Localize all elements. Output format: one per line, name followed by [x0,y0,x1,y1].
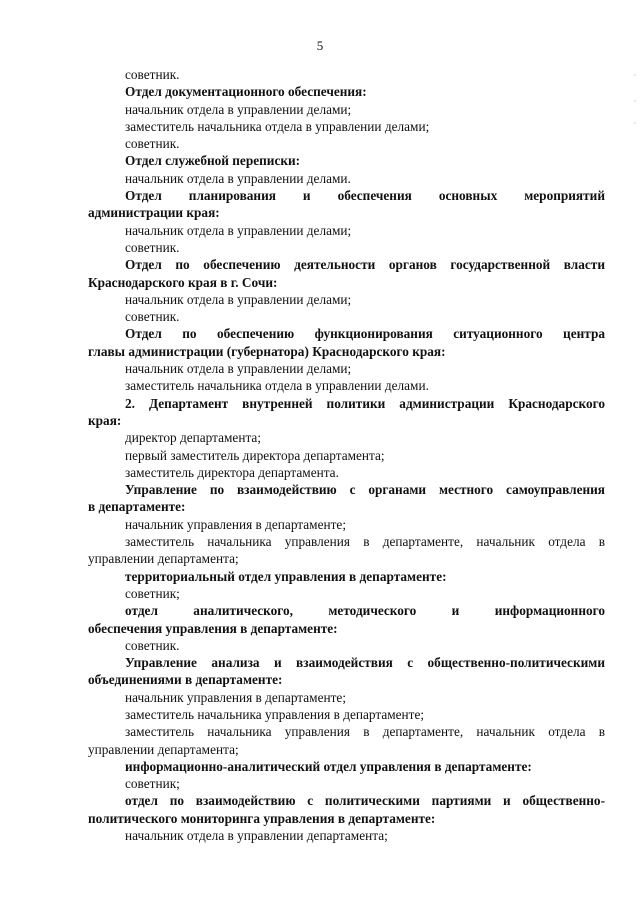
section-heading-line: Управление анализа и взаимодействия с общественно-политическими [125,655,605,671]
text-line: заместитель начальника отдела в управлении делами; [125,118,430,134]
text-line: заместитель начальника управления в департаменте, начальник отдела в [125,724,605,740]
section-heading-line: администрации края: [88,205,220,221]
section-heading-line: обеспечения управления в департаменте: [88,620,338,636]
section-heading-line: Отдел документационного обеспечения: [125,84,367,100]
section-heading-line: в департаменте: [88,499,186,515]
text-line: советник. [125,136,180,152]
text-line: советник. [125,637,180,653]
text-line: советник. [125,239,180,255]
text-line: начальник отдела в управлении департамента; [125,828,388,844]
section-heading-line: края: [88,412,122,428]
text-line: начальник отдела в управлении делами; [125,222,352,238]
section-heading-line: Управление по взаимодействию с органами местного самоуправления [125,482,605,498]
section-heading-line: Отдел служебной переписки: [125,153,301,169]
section-heading-line: Отдел планирования и обеспечения основных мероприятий [125,188,605,204]
text-line: заместитель начальника управления в департаменте, начальник отдела в [125,534,605,550]
text-line: управлении департамента; [88,551,239,567]
section-heading-line: объединениями в департаменте: [88,672,283,688]
section-heading-line: главы администрации (губернатора) Краснодарского края: [88,343,446,359]
text-line: управлении департамента; [88,741,239,757]
text-line: первый заместитель директора департамента; [125,447,385,463]
text-line: заместитель начальника отдела в управлении делами. [125,378,429,394]
margin-mark: · [633,96,637,106]
margin-mark: · [633,118,637,128]
section-heading-line: информационно-аналитический отдел управления в департаменте: [125,758,532,774]
text-line: начальник отдела в управлении делами. [125,170,351,186]
margin-mark: · [633,70,637,80]
text-line: начальник управления в департаменте; [125,689,347,705]
section-heading-line: Отдел по обеспечению деятельности органов государственной власти [125,257,605,273]
text-line: заместитель начальника управления в департаменте; [125,706,425,722]
text-line: начальник отдела в управлении делами; [125,361,352,377]
text-line: советник. [125,67,180,82]
text-line: начальник управления в департаменте; [125,516,347,532]
document-body [88,66,605,844]
section-heading-line: отдел по взаимодействию с политическими партиями и общественно- [125,793,605,809]
section-heading-line: Отдел по обеспечению функционирования ситуационного центра [125,326,605,342]
page-number: 5 [316,38,324,53]
section-heading-line: 2. Департамент внутренней политики администрации Краснодарского [125,395,605,411]
text-line: советник. [125,309,180,325]
text-line: советник; [125,776,180,792]
text-line: начальник отдела в управлении делами; [125,291,352,307]
section-heading-line: политического мониторинга управления в департаменте: [88,810,436,826]
text-line: начальник отдела в управлении делами; [125,101,352,117]
section-heading-line: Краснодарского края в г. Сочи: [88,274,278,290]
text-line: советник; [125,585,180,601]
text-line: заместитель директора департамента. [125,464,339,480]
section-heading-line: территориальный отдел управления в департаменте: [125,568,447,584]
text-line: директор департамента; [125,430,262,446]
section-heading-line: отдел аналитического, методического и информационного [125,603,605,619]
